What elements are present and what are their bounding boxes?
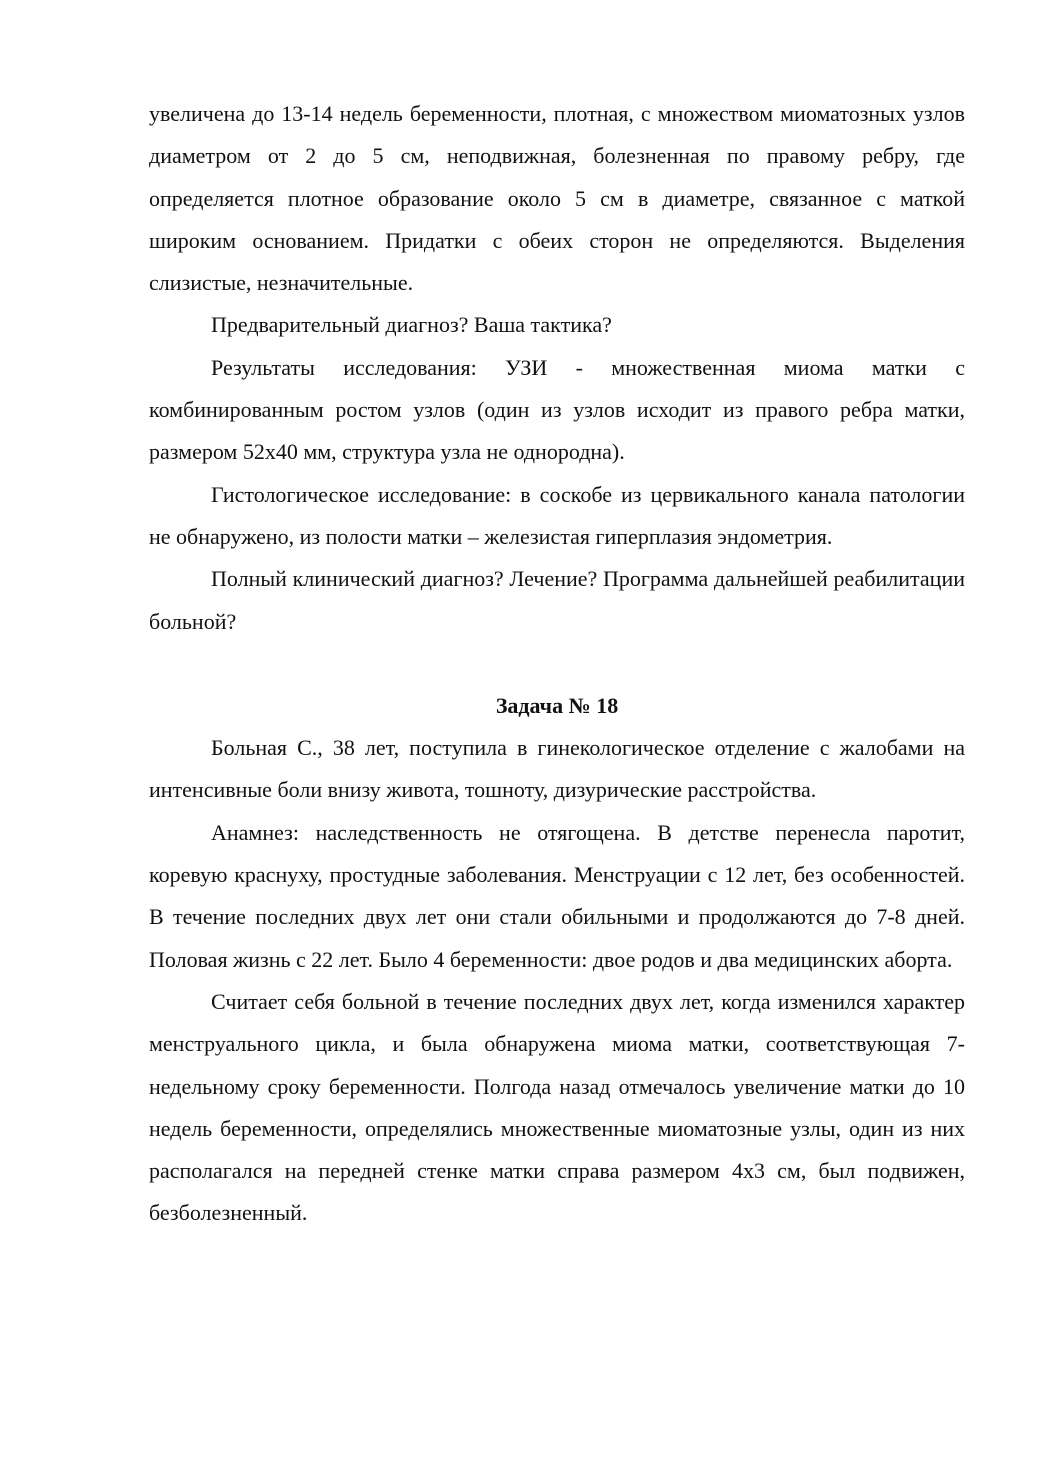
paragraph-illness-history: Считает себя больной в течение последних двух лет, когда изменился характер менструального цикла, и была обнаружена миома матки, соответствующая 7-недельному сроку беременности. Полгода назад отмечалось увеличение матки до 10 недель беременности, определялись множественные миоматозные узлы, один из них располагался на передней стенке матки справа размером 4х3 см, был подвижен, безболезненный. [149,988,965,1226]
paragraph-preliminary-diagnosis: Предварительный диагноз? Ваша тактика? [211,312,612,338]
document-page [149,93,965,1235]
section-spacer [149,643,965,685]
paragraph-uterus-description: увеличена до 13-14 недель беременности, плотная, с множеством миоматозных узлов диаметром от 2 до 5 см, неподвижная, болезненная по правому ребру, где определяется плотное образование около 5 см в диаметре, связанное с маткой широким основанием. Придатки с обеих сторон не определяются. Выделения слизистые, незначительные. [149,101,965,296]
paragraph-histology: Гистологическое исследование: в соскобе из цервикального канала патологии не обнаружено, из полости матки – железистая гиперплазия эндометрия. [149,481,965,549]
paragraph-full-diagnosis-question: Полный клинический диагноз? Лечение? Программа дальнейшей реабилитации больной? [149,566,965,634]
task-heading: Задача № 18 [495,692,619,718]
paragraph-ultrasound-results: Результаты исследования: УЗИ - множественная миома матки с комбинированным ростом узлов (один из узлов исходит из правого ребра матки, размером 52х40 мм, структура узла не однородна). [149,354,965,465]
paragraph-patient-intro: Больная С., 38 лет, поступила в гинекологическое отделение с жалобами на интенсивные боли внизу живота, тошноту, дизурические расстройства. [149,735,965,803]
paragraph-anamnesis: Анамнез: наследственность не отягощена. В детстве перенесла паротит, коревую краснуху, простудные заболевания. Менструации с 12 лет, без особенностей. В течение последних двух лет они стали обильными и продолжаются до 7-8 дней. Половая жизнь с 22 лет. Было 4 беременности: двое родов и два медицинских аборта. [149,819,965,972]
